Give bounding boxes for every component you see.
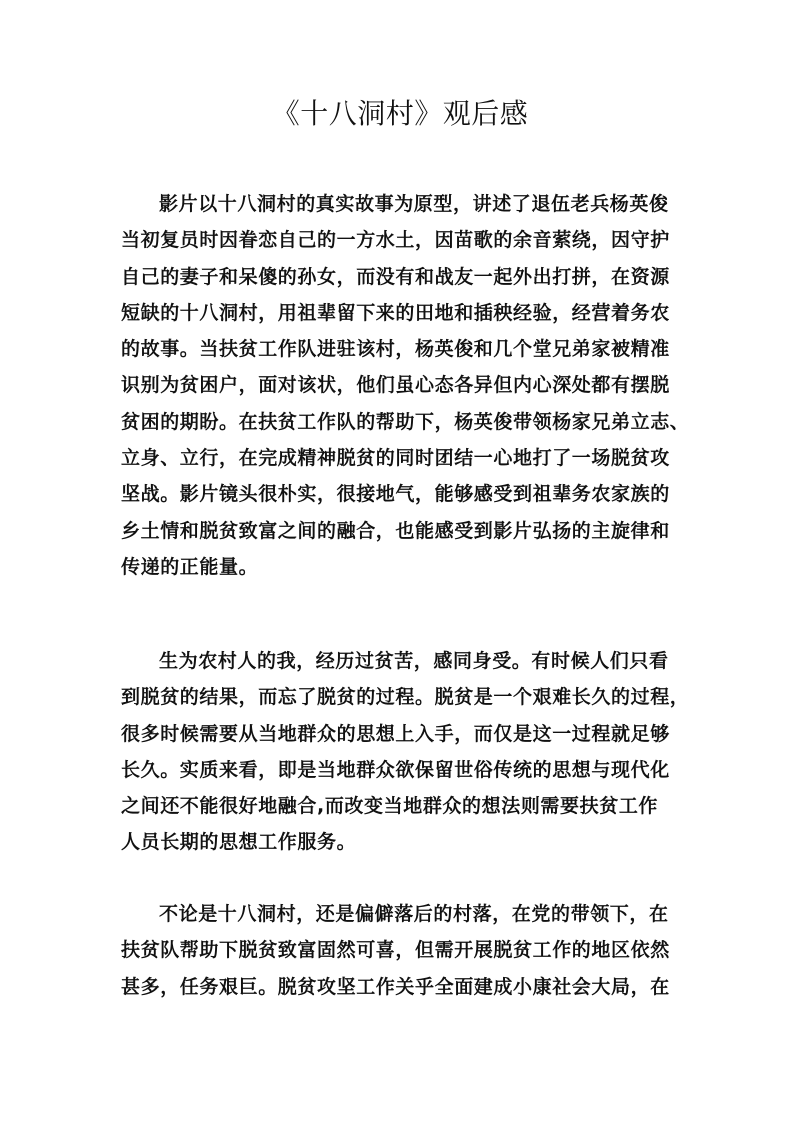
text-line: 当初复员时因眷恋自己的一方水土，因苗歌的余音萦绕，因守护 [121,229,670,252]
text-line: 影片以十八洞村的真实故事为原型，讲述了退伍老兵杨英俊 [159,193,669,215]
text-line: 长久。实质来看，即是当地群众欲保留世俗传统的思想与现代化 [121,758,670,781]
text-line: 生为农村人的我，经历过贫苦，感同身受。有时候人们只看 [159,650,669,672]
paragraph-2 [121,643,690,861]
text-line: 贫困的期盼。在扶贫工作队的帮助下，杨英俊带领杨家兄弟立志、 [121,410,690,433]
text-line: 甚多，任务艰巨。脱贫攻坚工作关乎全面建成小康社会大局，在 [121,975,670,998]
text-line: 短缺的十八洞村，用祖辈留下来的田地和插秧经验，经营着务农 [121,301,670,324]
text-line: 很多时候需要从当地群众的思想上入手，而仅是这一过程就足够 [121,722,670,745]
text-line: 不论是十八洞村，还是偏僻落后的村落，在党的带领下，在 [159,903,669,925]
paragraph-3 [121,896,687,1005]
text-line: 传递的正能量。 [121,555,259,578]
text-line: 识别为贫困户，面对该状，他们虽心态各异但内心深处都有摆脱 [121,374,670,397]
text-line: 的故事。当扶贫工作队进驻该村，杨英俊和几个堂兄弟家被精准 [121,338,670,361]
text-line: 到脱贫的结果，而忘了脱贫的过程。脱贫是一个艰难长久的过程， [121,686,690,709]
text-line: 之间还不能很好地融合,而改变当地群众的想法则需要扶贫工作 [121,795,659,818]
paragraph-1 [121,186,690,585]
text-line: 立身、立行，在完成精神脱贫的同时团结一心地打了一场脱贫攻 [121,447,670,470]
text-line: 乡土情和脱贫致富之间的融合，也能感受到影片弘扬的主旋律和 [121,519,670,542]
text-line: 自己的妻子和呆傻的孙女，而没有和战友一起外出打拼，在资源 [121,265,670,288]
text-line: 坚战。影片镜头很朴实，很接地气，能够感受到祖辈务农家族的 [121,483,670,506]
text-line: 人员长期的思想工作服务。 [121,831,357,854]
document-title: 《十八洞村》观后感 [271,97,529,130]
text-line: 扶贫队帮助下脱贫致富固然可喜，但需开展脱贫工作的地区依然 [121,939,670,962]
